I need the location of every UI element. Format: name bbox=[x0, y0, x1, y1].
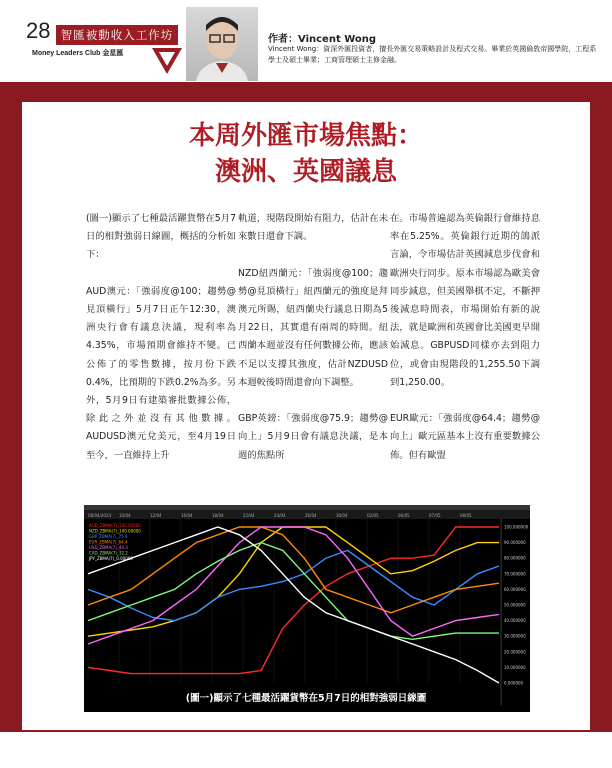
date-label: 12/04 bbox=[150, 513, 162, 518]
series-line-aud bbox=[88, 527, 499, 674]
author-portrait-icon bbox=[186, 7, 258, 81]
v-logo-icon bbox=[150, 46, 184, 76]
series-line-eur bbox=[88, 527, 499, 613]
y-tick-label: 40.000000 bbox=[504, 618, 526, 624]
article-title bbox=[60, 118, 552, 190]
legend-entry: JPY_ZBMA(7)_0.00000 bbox=[89, 556, 133, 561]
author-name: 作者：Vincent Wong bbox=[268, 34, 377, 45]
author-photo bbox=[186, 7, 258, 81]
date-label: 26/04 bbox=[305, 513, 317, 518]
date-label: 22/04 bbox=[243, 513, 255, 518]
y-tick-label: 30.000000 bbox=[504, 633, 526, 639]
date-label: 06/05 bbox=[398, 513, 410, 518]
legend-entry: USD_ZBMA(7)_44.3 bbox=[89, 545, 128, 550]
date-label: 02/05 bbox=[367, 513, 379, 518]
date-label: 07/05 bbox=[429, 513, 441, 518]
date-label: 18/04 bbox=[212, 513, 224, 518]
date-label: 30/04 bbox=[336, 513, 348, 518]
column-3: 在。市場普遍認為英倫銀行會維持息率在5.25%。英倫銀行近期的鴿派言論，令市場估計英國減息步伐會和歐洲央行同步。原本市場認為歐美會同步減息，但美國舉棋不定，不斷押後減息時間表，市場開始有新的說法，就是歐洲和英國會比美國更早開始減息。GBPUSD同樣亦去到阻力位，或會由現階段的1,255.50下調到1,250.00。 EUR歐元：「強弱度@64.4；趨勢@向上」歐元區基本上沒有重要數據公佈。但有歐盟 bbox=[390, 213, 540, 461]
y-tick-label: 0.000000 bbox=[504, 680, 524, 686]
column-2: 軌道，現階段開始有阻力，估計在未來數日還會下調。 NZD紐西蘭元：「強弱度@100；趨勢@見頂橫行」紐西蘭元的強度是拜澳元所賜，紐西蘭央行議息日期為5月22日，其實還有兩周的時間。紐西蘭本週並沒有任何數據公佈，應該不足以支撐其強度，估計NZDUSD本週較後時間還會向下調整。 GBP英鎊：「強弱度@75.9；趨勢@向上」5月9日會有議息決議，是本週的焦點所 bbox=[238, 213, 388, 461]
y-tick-label: 90.000000 bbox=[504, 540, 526, 546]
date-label: 10/04 bbox=[119, 513, 131, 518]
page-number: 28 bbox=[26, 18, 51, 43]
date-label: 08/05 bbox=[460, 513, 472, 518]
column-1: (圖一)顯示了七種最活躍貨幣在5月7日的相對強弱日線圖，概括的分析如下： AUD澳元：「強弱度@100；趨勢@見頂橫行」5月7日正午12:30，澳洲央行會有議息決議，現利率為4.35%，市場預期會維持不變。已公佈了的零售數據，按月份下跌0.4%，比預期的下跌0.2%為多。另外，5月9日有建築審批數據公佈，除此之外並沒有其他數據。AUDUSD澳元兌美元，至4月19日至今，一直維持上升 bbox=[86, 213, 236, 461]
y-tick-label: 10.000000 bbox=[504, 664, 526, 670]
date-label: 08/04/2024 bbox=[88, 513, 112, 518]
y-tick-label: 20.000000 bbox=[504, 649, 526, 655]
bottom-margin bbox=[0, 732, 612, 768]
y-tick-label: 50.000000 bbox=[504, 602, 526, 608]
legend-entry: EUR_ZBMA(7)_64.4 bbox=[89, 539, 128, 545]
author-description: Vincent Wong：資深外匯投資者，擅長外匯交易策略設計及程式交易。畢業於英國倫敦帝國學院，工程系學士及碩士畢業；工商管理碩士主修金融。 bbox=[268, 45, 597, 64]
club-name: Money Leaders Club 金星匯 bbox=[32, 50, 124, 57]
y-tick-label: 80.000000 bbox=[504, 555, 526, 561]
series-line-cad bbox=[88, 543, 499, 640]
series-line-nzd bbox=[88, 527, 499, 636]
chart-top-bar bbox=[84, 505, 530, 510]
title-line-1: 本周外匯市場焦點： bbox=[188, 121, 423, 151]
legend-entry: AUD_ZBMA(7)_100.00000 bbox=[89, 523, 141, 528]
figure-caption: (圖一)顯示了七種最活躍貨幣在5月7日的相對強弱日線圖 bbox=[185, 693, 427, 704]
legend-entry: CAD_ZBMA(7)_32.2 bbox=[89, 550, 128, 556]
title-line-2: 澳洲、英國議息 bbox=[214, 157, 397, 187]
currency-strength-chart bbox=[84, 505, 530, 712]
legend-entry: GBP_ZBMA(7)_75.9 bbox=[89, 534, 128, 539]
y-tick-label: 70.000000 bbox=[504, 571, 526, 577]
legend-entry: NZD_ZBMA(7)_100.00000 bbox=[89, 528, 141, 534]
section-label: 智匯被動收入工作坊 bbox=[56, 25, 178, 45]
y-tick-label: 100.000000 bbox=[504, 524, 529, 530]
date-label: 24/04 bbox=[274, 513, 286, 518]
chart-svg bbox=[84, 505, 530, 712]
y-tick-label: 60.000000 bbox=[504, 586, 526, 592]
date-label: 16/04 bbox=[181, 513, 193, 518]
